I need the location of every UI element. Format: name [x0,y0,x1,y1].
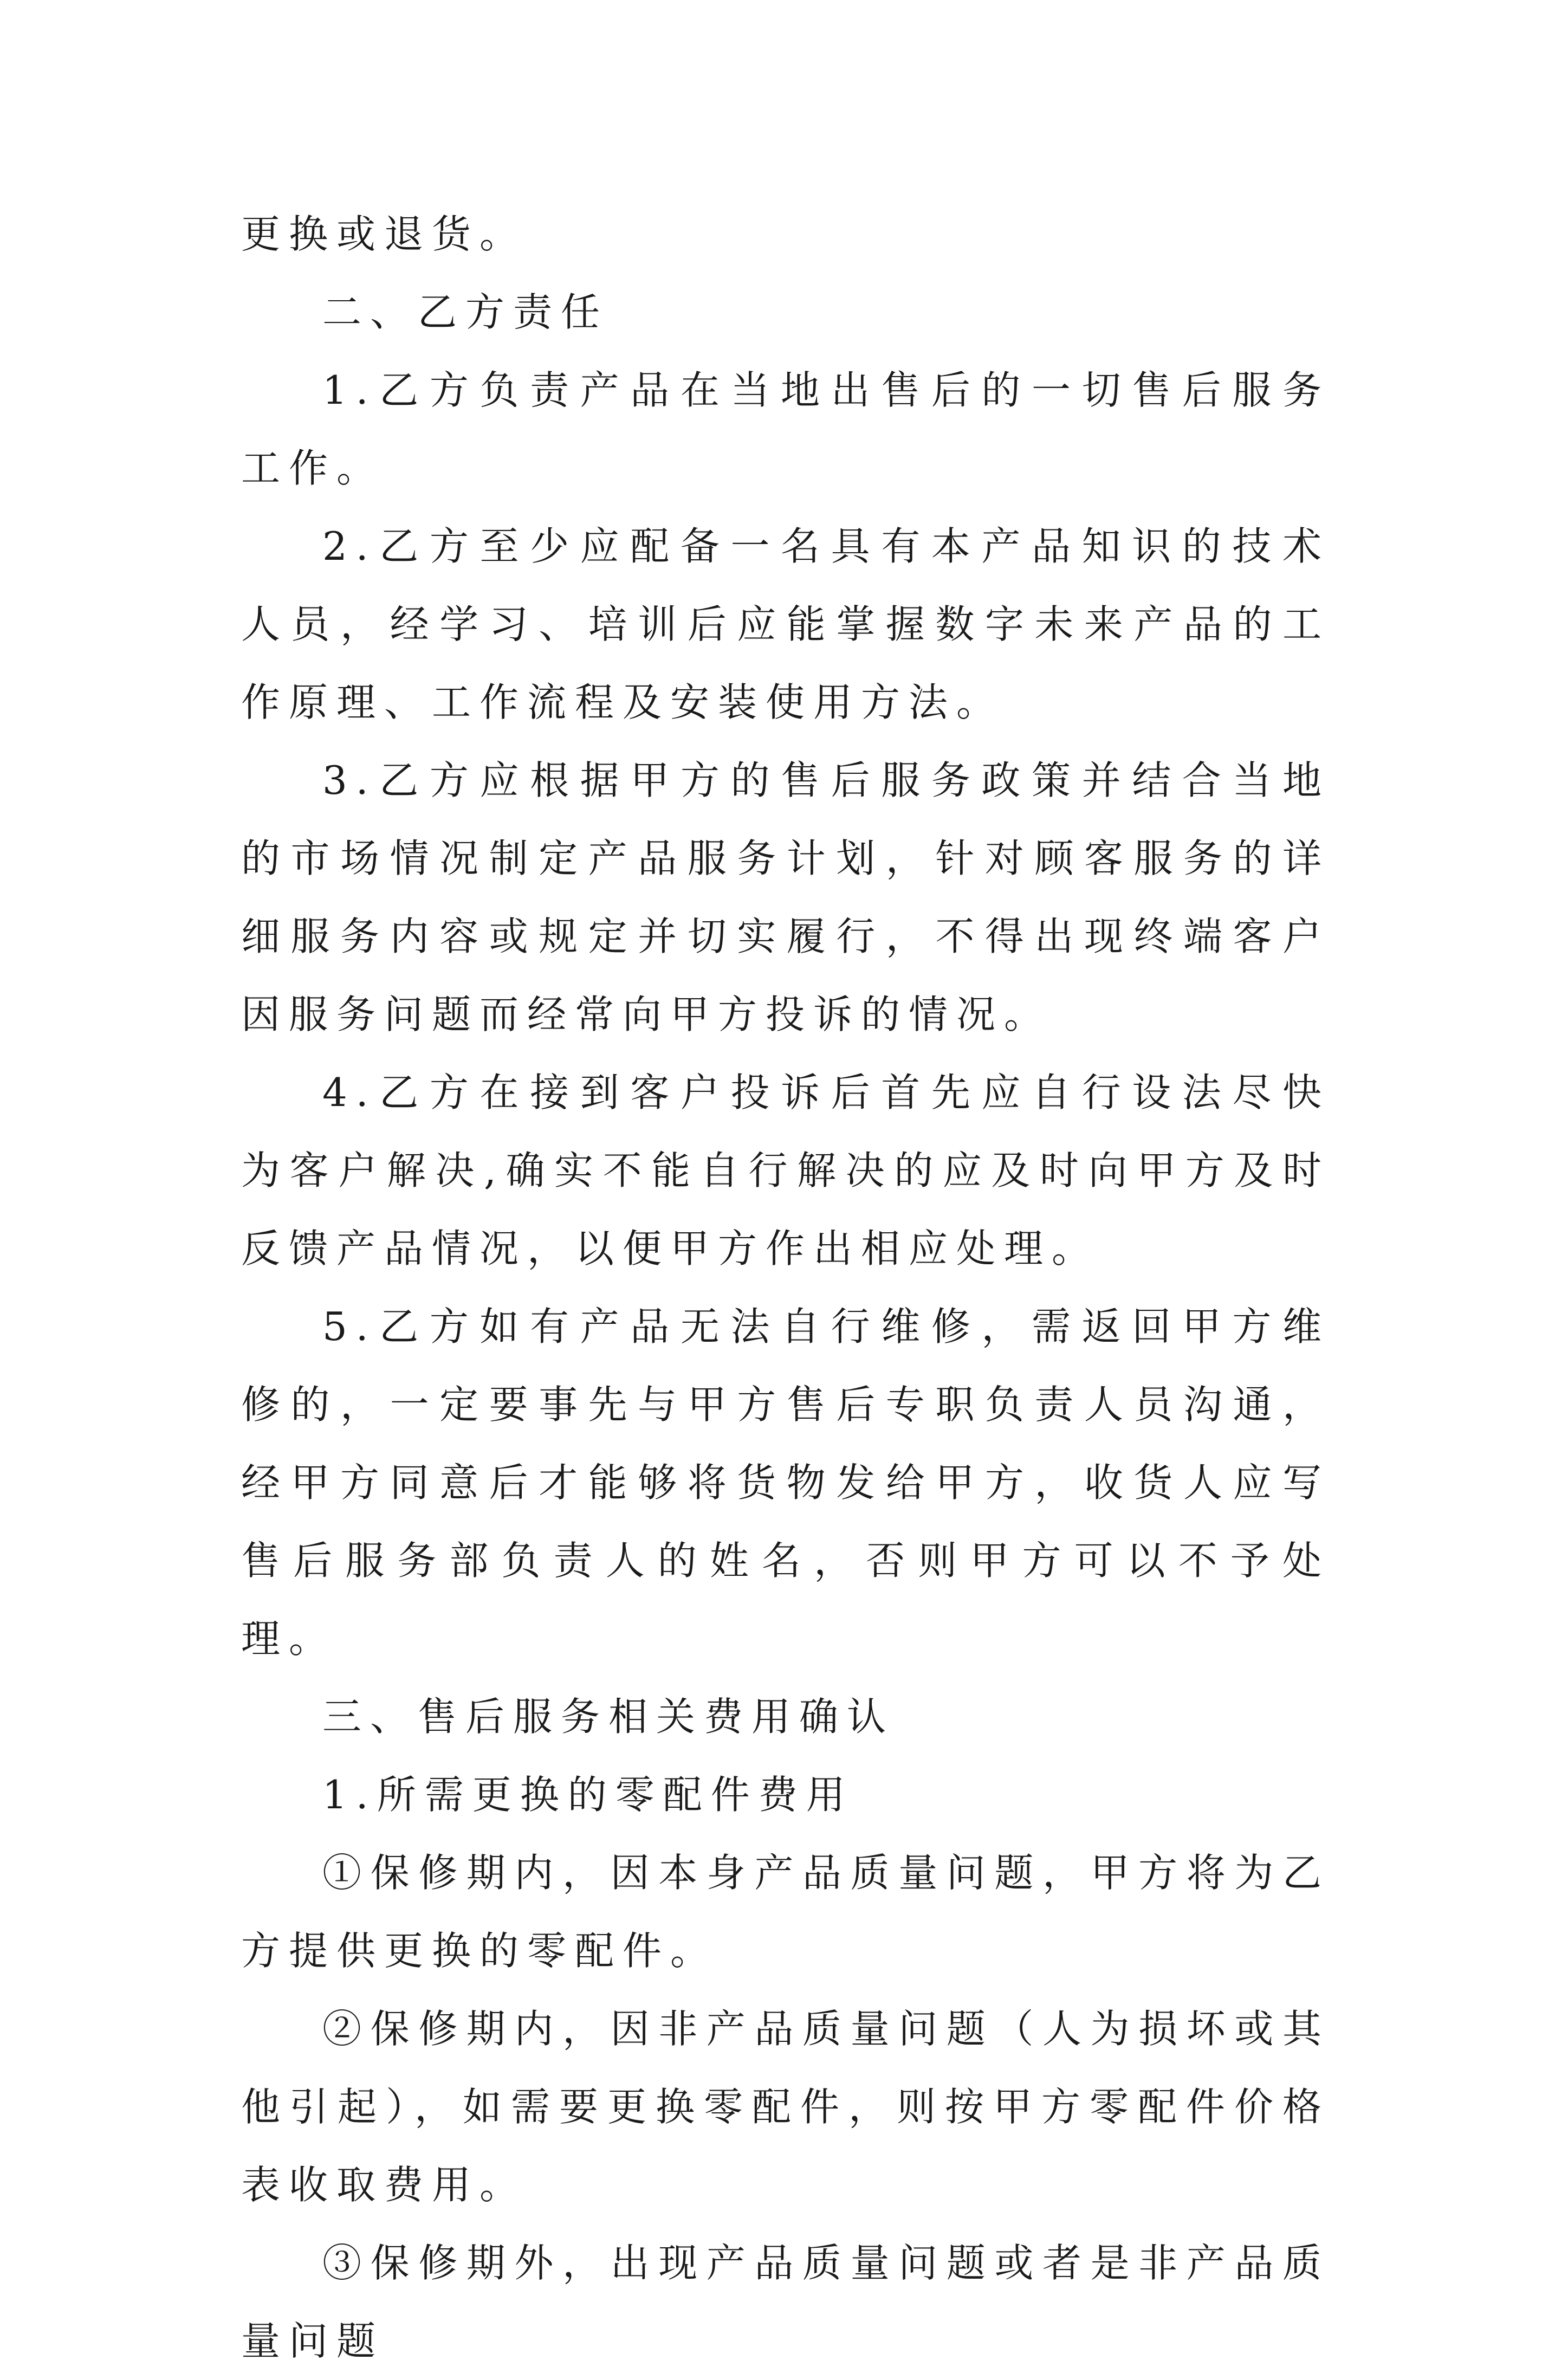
paragraph-fee-subitem-3: ③保修期外，出现产品质量问题或者是非产品质量问题 [241,2240,1330,2364]
paragraph-fee-subitem-2: ②保修期内，因非产品质量问题（人为损坏或其他引起），如需要更换零配件，则按甲方零配件价格表收取费用。 [241,2006,1330,2208]
paragraph-item-4: 4.乙方在接到客户投诉后首先应自行设法尽快为客户解决,确实不能自行解决的应及时向甲方及时反馈产品情况，以便甲方作出相应处理。 [241,1070,1330,1271]
paragraph-item-3: 3.乙方应根据甲方的售后服务政策并结合当地的市场情况制定产品服务计划，针对顾客服务的详细服务内容或规定并切实履行，不得出现终端客户因服务问题而经常向甲方投诉的情况。 [241,758,1330,1037]
section-heading-service-fees: 三、售后服务相关费用确认 [322,1694,895,1739]
paragraph-item-2: 2.乙方至少应配备一名具有本产品知识的技术人员，经学习、培训后应能掌握数字未来产品的工作原理、工作流程及安装使用方法。 [241,523,1330,725]
paragraph-fee-subitem-1: ①保修期内，因本身产品质量问题，甲方将为乙方提供更换的零配件。 [241,1850,1330,1974]
paragraph-item-1: 1.乙方负责产品在当地出售后的一切售后服务工作。 [241,367,1330,491]
paragraph-item-5: 5.乙方如有产品无法自行维修，需返回甲方维修的，一定要事先与甲方售后专职负责人员沟通，经甲方同意后才能够将货物发给甲方，收货人应写售后服务部负责人的姓名，否则甲方可以不予处理。 [241,1304,1330,1661]
paragraph-fee-item-1: 1.所需更换的零配件费用 [322,1772,854,1818]
section-heading-party-b-duties: 二、乙方责任 [322,289,609,335]
document-body [241,195,1330,2380]
paragraph-continuation: 更换或退货。 [241,211,528,257]
